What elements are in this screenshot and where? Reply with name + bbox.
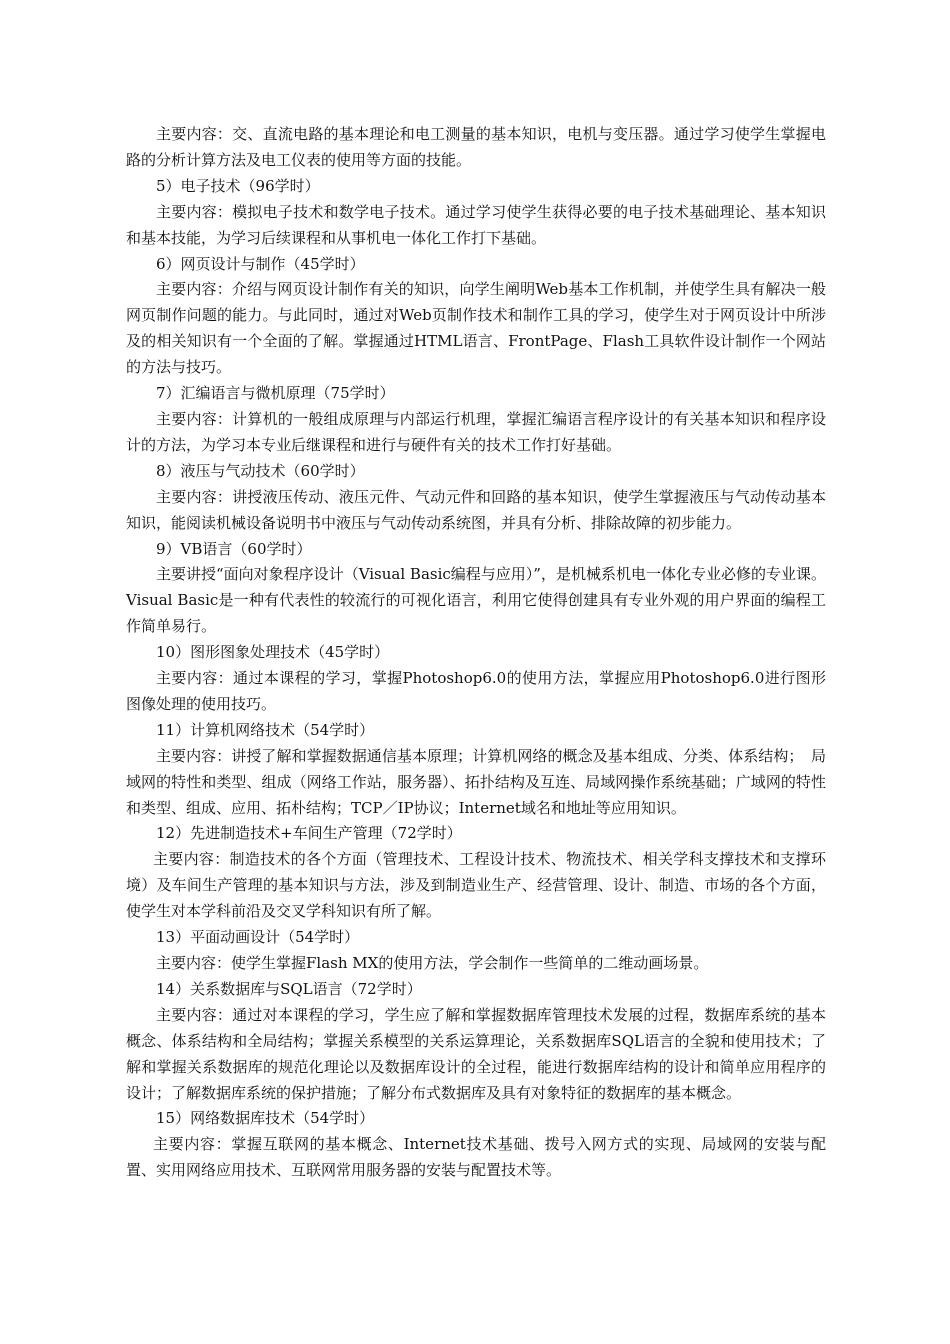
heading-network-database: 15）网络数据库技术（54学时） [156, 1109, 375, 1128]
paragraph-networking-content: 主要内容：讲授了解和掌握数据通信基本原理；计算机网络的概念及基本组成、分类、体系结构； 局域网的特性和类型、组成（网络工作站，服务器）、拓扑结构及互连、局域网操作系统基础；广域网的特性和类型、组成、应用、拓朴结构；TCP／IP协议；Internet域名和地址等应用知识。 [126, 746, 826, 817]
heading-web-design: 6）网页设计与制作（45学时） [156, 254, 365, 273]
heading-database-sql: 14）关系数据库与SQL语言（72学时） [156, 979, 422, 998]
paragraph-electronics-content: 主要内容：模拟电子技术和数学电子技术。通过学习使学生获得必要的电子技术基础理论、基本知识和基本技能，为学习后续课程和从事机电一体化工作打下基础。 [126, 202, 826, 247]
heading-manufacturing: 12）先进制造技术+车间生产管理（72学时） [156, 824, 462, 843]
paragraph-animation-content: 主要内容：使学生掌握Flash MX的使用方法，学会制作一些简单的二维动画场景。 [156, 954, 709, 972]
paragraph-manufacturing-content: 主要内容：制造技术的各个方面（管理技术、工程设计技术、物流技术、相关学科支撑技术和支撑环境）及车间生产管理的基本知识与方法，涉及到制造业生产、经营管理、设计、制造、市场的各个方面，使学生对本学科前沿及交叉学科知识有所了解。 [126, 850, 826, 921]
heading-assembly: 7）汇编语言与微机原理（75学时） [156, 384, 395, 403]
paragraph-web-design-content: 主要内容：介绍与网页设计制作有关的知识，向学生阐明Web基本工作机制，并使学生具有解决一般网页制作问题的能力。与此同时，通过对Web页制作技术和制作工具的学习，使学生对于网页设计中所涉及的相关知识有一个全面的了解。掌握通过HTML语言、FrontPage、Flash工具软件设计制作一个网站的方法与技巧。 [126, 280, 826, 377]
paragraph-assembly-content: 主要内容：计算机的一般组成原理与内部运行机理，掌握汇编语言程序设计的有关基本知识和程序设计的方法，为学习本专业后继课程和进行与硬件有关的技术工作打好基础。 [126, 409, 826, 454]
paragraph-hydraulics-content: 主要内容：讲授液压传动、液压元件、气动元件和回路的基本知识，使学生掌握液压与气动传动基本知识，能阅读机械设备说明书中液压与气动传动系统图，并具有分析、排除故障的初步能力。 [126, 487, 826, 532]
paragraph-vb-content: 主要讲授“面向对象程序设计（Visual Basic编程与应用）”，是机械系机电一体化专业必修的专业课。Visual Basic是一种有代表性的较流行的可视化语言，利用它使得创建具有专业外观的用户界面的编程工作简单易行。 [126, 565, 826, 636]
paragraph-network-database-content: 主要内容：掌握互联网的基本概念、Internet技术基础、拨号入网方式的实现、局域网的安装与配置、实用网络应用技术、互联网常用服务器的安装与配置技术等。 [126, 1135, 826, 1180]
paragraph-image-processing-content: 主要内容：通过本课程的学习，掌握Photoshop6.0的使用方法，掌握应用Photoshop6.0进行图形图像处理的使用技巧。 [126, 669, 826, 713]
paragraph-electrical-content: 主要内容：交、直流电路的基本理论和电工测量的基本知识，电机与变压器。通过学习使学生掌握电路的分析计算方法及电工仪表的使用等方面的技能。 [126, 125, 826, 169]
document-page [126, 122, 826, 1184]
heading-animation: 13）平面动画设计（54学时） [156, 928, 360, 947]
heading-vb: 9）VB语言（60学时） [156, 539, 312, 558]
heading-electronics: 5）电子技术（96学时） [156, 176, 320, 195]
heading-image-processing: 10）图形图象处理技术（45学时） [156, 643, 390, 662]
heading-networking: 11）计算机网络技术（54学时） [156, 720, 375, 739]
heading-hydraulics: 8）液压与气动技术（60学时） [156, 461, 365, 480]
paragraph-database-sql-content: 主要内容：通过对本课程的学习，学生应了解和掌握数据库管理技术发展的过程，数据库系统的基本概念、体系结构和全局结构；掌握关系模型的关系运算理论，关系数据库SQL语言的全貌和使用技术；了解和掌握关系数据库的规范化理论以及数据库设计的全过程，能进行数据库结构的设计和简单应用程序的设计；了解数据库系统的保护措施；了解分布式数据库及具有对象特征的数据库的基本概念。 [126, 1005, 826, 1102]
